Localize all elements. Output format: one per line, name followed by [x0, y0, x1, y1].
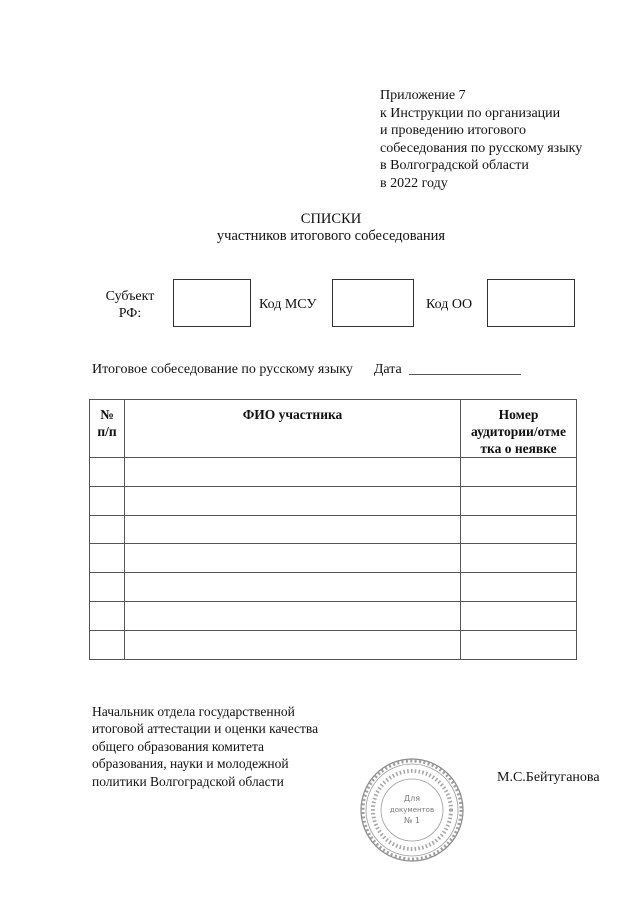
- oo-label: Код ОО: [426, 297, 473, 312]
- footer-line: Начальник отдела государственной: [92, 704, 295, 719]
- subject-label: [96, 288, 164, 322]
- annex-line: к Инструкции по организации: [380, 105, 561, 121]
- signatory-name: М.С.Бейтуганова: [497, 770, 600, 785]
- table-row: [90, 486, 577, 515]
- stamp-text-1: Для: [403, 794, 421, 803]
- header-num-line1: №: [100, 407, 114, 422]
- annex-line: в 2022 году: [380, 175, 448, 191]
- cell-name[interactable]: [125, 601, 461, 630]
- table-row: [90, 630, 577, 659]
- cell-room[interactable]: [461, 515, 577, 544]
- annex-line: Приложение 7: [380, 88, 466, 103]
- cell-num[interactable]: [90, 573, 125, 602]
- header-name: ФИО участника: [125, 400, 461, 458]
- cell-num[interactable]: [90, 486, 125, 515]
- header-num-line2: п/п: [97, 424, 117, 439]
- header-room-line1: Номер: [498, 407, 539, 422]
- cell-room[interactable]: [461, 486, 577, 515]
- footer-line: политики Волгоградской области: [92, 773, 284, 789]
- cell-num[interactable]: [90, 630, 125, 659]
- title-main: СПИСКИ: [300, 211, 362, 227]
- header-room-line2: аудитории/отме: [471, 424, 566, 439]
- msu-label: Код МСУ: [259, 297, 317, 312]
- stamp-text-2: документов: [389, 806, 435, 814]
- msu-code-box[interactable]: [332, 279, 414, 327]
- annex-line: в Волгоградской области: [380, 158, 529, 174]
- participants-table: [89, 399, 577, 660]
- annex-line: и проведению итогового: [380, 123, 527, 139]
- document-title: [0, 211, 640, 245]
- cell-name[interactable]: [125, 458, 461, 487]
- cell-room[interactable]: [461, 601, 577, 630]
- table-row: [90, 573, 577, 602]
- stamp-text-3: № 1: [404, 816, 420, 825]
- annex-line: собеседования по русскому языку: [380, 140, 583, 156]
- annex-header: [380, 87, 582, 193]
- exam-line: [92, 360, 521, 378]
- signature-block: [92, 703, 318, 790]
- oo-code-box[interactable]: [487, 279, 575, 327]
- table-body: [90, 458, 577, 660]
- cell-room[interactable]: [461, 544, 577, 573]
- exam-label: Итоговое собеседование по русскому языку: [92, 362, 353, 377]
- footer-line: общего образования комитета: [92, 738, 264, 754]
- date-label: Дата: [373, 362, 402, 377]
- table-row: [90, 458, 577, 487]
- cell-num[interactable]: [90, 458, 125, 487]
- subject-label-line2: РФ:: [118, 306, 142, 321]
- cell-name[interactable]: [125, 515, 461, 544]
- cell-num[interactable]: [90, 515, 125, 544]
- table-row: [90, 515, 577, 544]
- footer-line: итоговой аттестации и оценки качества: [92, 721, 319, 737]
- cell-room[interactable]: [461, 573, 577, 602]
- cell-name[interactable]: [125, 544, 461, 573]
- subject-label-line1: Субъект: [105, 289, 155, 304]
- cell-name[interactable]: [125, 630, 461, 659]
- subject-code-box[interactable]: [173, 279, 251, 327]
- date-field[interactable]: [409, 360, 521, 375]
- cell-room[interactable]: [461, 630, 577, 659]
- header-num: [90, 400, 125, 458]
- cell-name[interactable]: [125, 486, 461, 515]
- title-sub: участников итогового собеседования: [216, 228, 446, 244]
- table-header-row: [90, 400, 577, 458]
- table-row: [90, 601, 577, 630]
- cell-num[interactable]: [90, 601, 125, 630]
- official-stamp: [359, 757, 465, 863]
- header-room-line3: тка о неявке: [480, 441, 557, 456]
- cell-num[interactable]: [90, 544, 125, 573]
- cell-name[interactable]: [125, 573, 461, 602]
- footer-line: образования, науки и молодежной: [92, 756, 289, 772]
- header-room: [461, 400, 577, 458]
- table-row: [90, 544, 577, 573]
- cell-room[interactable]: [461, 458, 577, 487]
